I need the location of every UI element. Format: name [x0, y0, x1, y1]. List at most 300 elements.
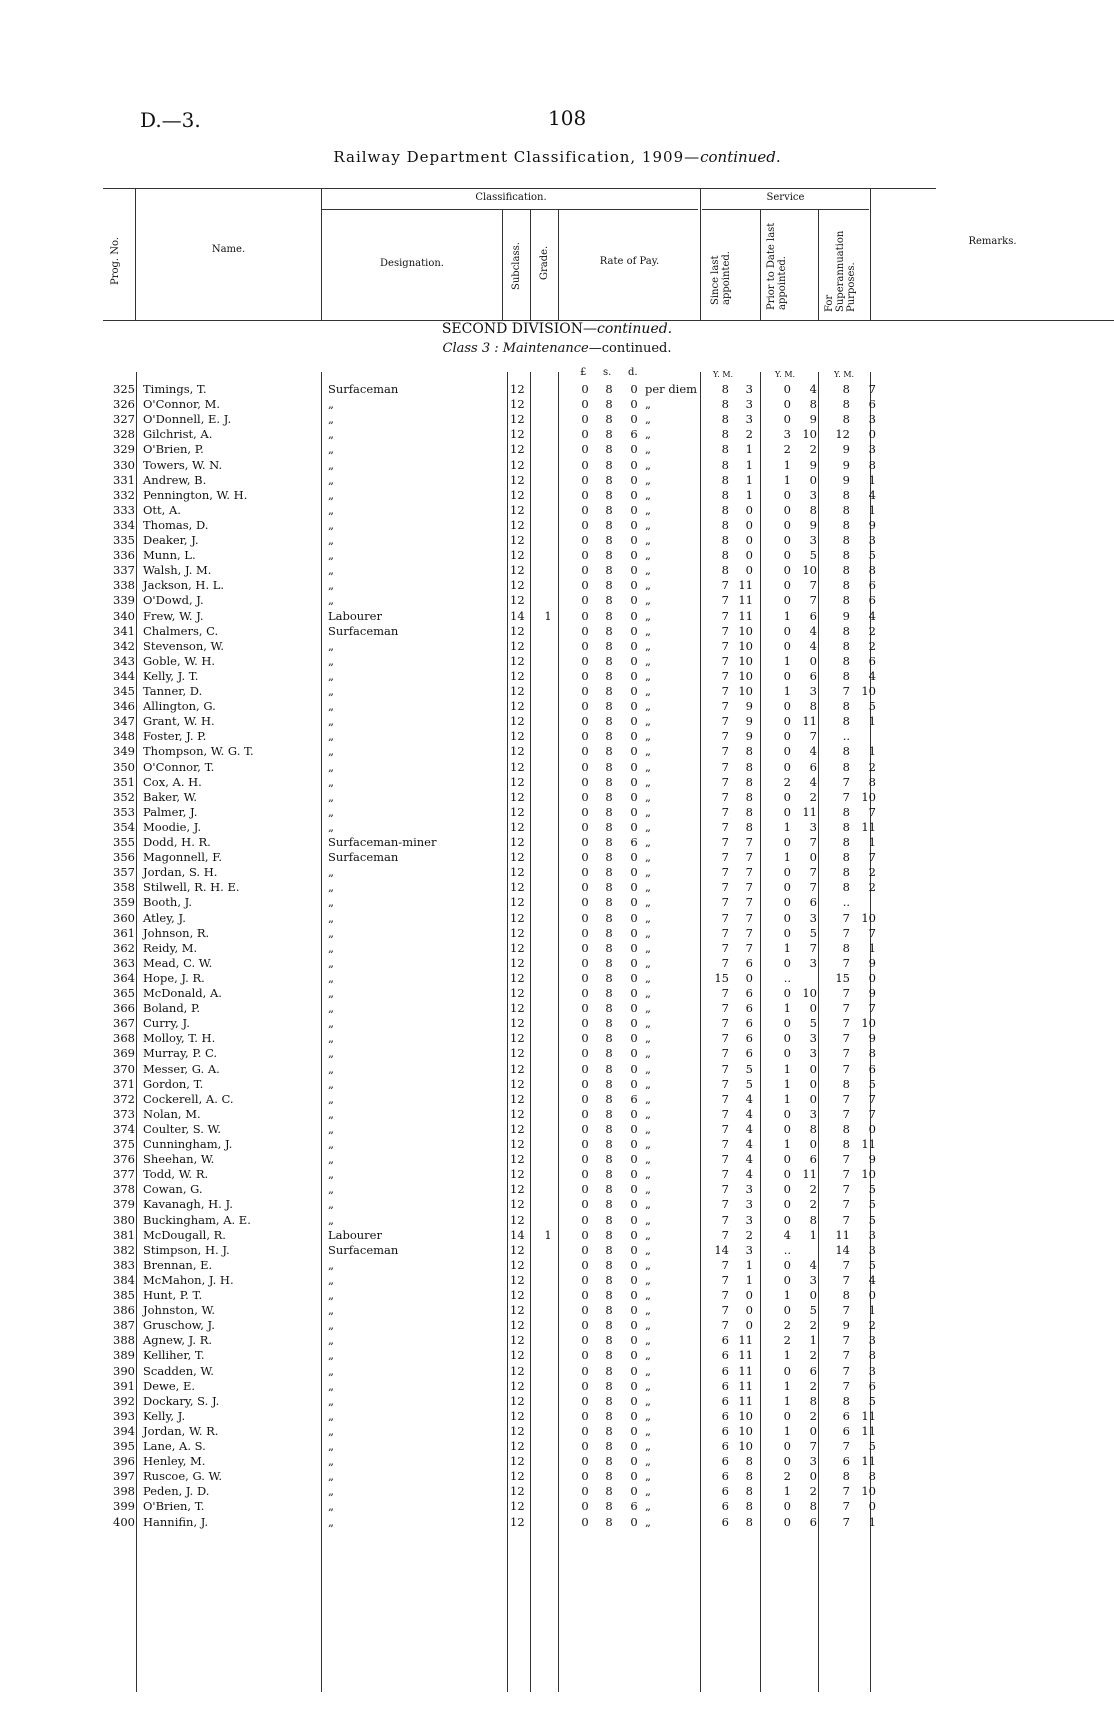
- row-pay-shillings: 8: [605, 1318, 613, 1333]
- row-since-months: 0: [745, 563, 753, 578]
- row-since-years: 6: [721, 1393, 729, 1408]
- row-pay-pounds: 0: [581, 578, 589, 593]
- class-title-continued: continued.: [601, 341, 672, 356]
- page-number: 108: [548, 106, 587, 130]
- table-row: [0, 1228, 1114, 1243]
- row-since-months: 5: [745, 1061, 753, 1076]
- table-row: [0, 548, 1114, 563]
- row-prior-years: 0: [783, 1167, 791, 1182]
- row-prior-years: 0: [783, 382, 791, 396]
- table-row: [0, 956, 1114, 971]
- row-pay-pounds: 0: [581, 1016, 589, 1031]
- row-prior-years: ..: [783, 970, 791, 985]
- row-pay-unit: „: [645, 970, 651, 985]
- row-pay-pence: 0: [630, 759, 638, 774]
- row-since-years: 6: [721, 1408, 729, 1423]
- row-designation: „: [328, 397, 334, 412]
- row-super-years: 8: [842, 880, 850, 895]
- row-prior-months: 7: [809, 940, 817, 955]
- row-super-months: 4: [868, 487, 876, 502]
- row-subclass: 12: [510, 1378, 525, 1393]
- row-prior-months: 5: [809, 1303, 817, 1318]
- row-subclass: 12: [510, 925, 525, 940]
- header-rate-of-pay: Rate of Pay.: [599, 256, 660, 267]
- row-since-years: 7: [721, 1137, 729, 1151]
- table-row: [0, 1122, 1114, 1137]
- row-prior-years: 0: [783, 865, 791, 880]
- row-prior-years: 0: [783, 397, 791, 412]
- row-super-years: 7: [842, 1484, 850, 1499]
- row-prog-no: 339: [113, 593, 135, 608]
- row-super-years: 7: [842, 789, 850, 804]
- header-top-rule: [103, 188, 936, 189]
- row-name: Thomas, D.: [143, 517, 209, 532]
- row-super-months: 6: [868, 578, 876, 593]
- table-row: [0, 1379, 1114, 1394]
- row-designation: „: [328, 457, 334, 472]
- row-super-years: 7: [842, 1061, 850, 1076]
- row-pay-pounds: 0: [581, 925, 589, 940]
- row-prior-months: 2: [809, 1408, 817, 1423]
- row-pay-pence: 0: [630, 1393, 638, 1408]
- row-since-months: 6: [745, 955, 753, 970]
- row-pay-pence: 0: [630, 442, 638, 457]
- row-pay-pence: 0: [630, 699, 638, 714]
- row-pay-unit: „: [645, 442, 651, 457]
- row-pay-pounds: 0: [581, 608, 589, 623]
- row-super-months: 2: [868, 1318, 876, 1333]
- row-subclass: 12: [510, 986, 525, 1000]
- row-prior-years: ..: [783, 1242, 791, 1257]
- row-pay-pounds: 0: [581, 835, 589, 849]
- row-subclass: 12: [510, 1318, 525, 1333]
- row-designation: „: [328, 653, 334, 668]
- row-pay-pence: 0: [630, 1121, 638, 1136]
- table-row: [0, 488, 1114, 503]
- row-prior-months: 3: [809, 533, 817, 547]
- row-name: O'Brien, T.: [143, 1499, 205, 1514]
- row-prior-years: 0: [783, 759, 791, 774]
- row-pay-shillings: 8: [605, 1106, 613, 1121]
- row-prior-months: 2: [809, 789, 817, 804]
- row-subclass: 12: [510, 1499, 525, 1514]
- row-prior-months: 2: [809, 1197, 817, 1212]
- row-prog-no: 369: [113, 1046, 135, 1061]
- row-prior-years: 0: [783, 955, 791, 970]
- row-subclass: 12: [510, 744, 525, 759]
- row-pay-pence: 0: [630, 1137, 638, 1151]
- table-row: [0, 639, 1114, 654]
- row-super-months: 3: [868, 1363, 876, 1378]
- row-prior-years: 1: [783, 1061, 791, 1076]
- row-pay-pence: 0: [630, 1469, 638, 1484]
- row-since-months: 7: [745, 910, 753, 925]
- row-designation: „: [328, 1408, 334, 1423]
- row-since-years: 7: [721, 819, 729, 834]
- row-designation: „: [328, 442, 334, 457]
- row-since-months: 7: [745, 865, 753, 880]
- row-pay-shillings: 8: [605, 563, 613, 578]
- row-designation: „: [328, 668, 334, 683]
- row-super-months: 3: [868, 1242, 876, 1257]
- row-since-months: 9: [745, 729, 753, 744]
- row-prior-years: 0: [783, 593, 791, 608]
- row-subclass: 12: [510, 668, 525, 683]
- row-since-years: 8: [721, 442, 729, 457]
- row-pay-shillings: 8: [605, 487, 613, 502]
- row-pay-shillings: 8: [605, 1167, 613, 1182]
- row-pay-shillings: 8: [605, 1061, 613, 1076]
- row-prog-no: 380: [113, 1212, 135, 1227]
- class-title: [0, 341, 1114, 356]
- row-name: McDonald, A.: [143, 986, 222, 1000]
- row-pay-unit: „: [645, 774, 651, 789]
- row-pay-pence: 0: [630, 1348, 638, 1363]
- row-pay-unit: „: [645, 1016, 651, 1031]
- row-prog-no: 330: [113, 457, 135, 472]
- row-name: Foster, J. P.: [143, 729, 207, 744]
- row-name: O'Brien, P.: [143, 442, 204, 457]
- row-since-years: 8: [721, 517, 729, 532]
- row-prior-months: 4: [809, 774, 817, 789]
- row-super-months: 1: [868, 744, 876, 759]
- row-designation: „: [328, 1288, 334, 1302]
- row-designation: „: [328, 533, 334, 547]
- row-subclass: 12: [510, 1469, 525, 1484]
- row-pay-pounds: 0: [581, 1393, 589, 1408]
- row-prior-months: 9: [809, 457, 817, 472]
- class-title-main: Class 3 : Maintenance—: [442, 341, 602, 356]
- row-prior-years: 0: [783, 1454, 791, 1469]
- row-pay-pounds: 0: [581, 1031, 589, 1046]
- row-prior-months: 2: [809, 1378, 817, 1393]
- row-pay-shillings: 8: [605, 1016, 613, 1031]
- table-row: [0, 1515, 1114, 1530]
- row-prior-years: 0: [783, 1514, 791, 1529]
- row-since-months: 8: [745, 1484, 753, 1499]
- row-pay-pounds: 0: [581, 1454, 589, 1469]
- row-prog-no: 355: [113, 835, 135, 849]
- table-row: [0, 1077, 1114, 1092]
- row-prog-no: 340: [113, 608, 135, 623]
- row-super-months: 2: [868, 759, 876, 774]
- row-pay-pence: 0: [630, 533, 638, 547]
- row-prior-years: 1: [783, 850, 791, 865]
- row-prog-no: 363: [113, 955, 135, 970]
- row-pay-unit: „: [645, 1076, 651, 1091]
- row-since-years: 7: [721, 1303, 729, 1318]
- row-since-months: 9: [745, 699, 753, 714]
- row-prog-no: 379: [113, 1197, 135, 1212]
- row-pay-pounds: 0: [581, 1257, 589, 1272]
- row-pay-pounds: 0: [581, 1106, 589, 1121]
- row-subclass: 12: [510, 1303, 525, 1318]
- row-prior-months: 7: [809, 578, 817, 593]
- row-super-years: 8: [842, 548, 850, 563]
- header-divider: [530, 209, 531, 320]
- row-prog-no: 359: [113, 895, 135, 910]
- row-pay-pence: 0: [630, 1378, 638, 1393]
- row-since-years: 14: [714, 1242, 729, 1257]
- row-since-months: 0: [745, 548, 753, 563]
- row-pay-shillings: 8: [605, 1454, 613, 1469]
- row-since-years: 7: [721, 744, 729, 759]
- row-since-months: 4: [745, 1121, 753, 1136]
- row-super-months: 11: [861, 819, 876, 834]
- row-super-months: 2: [868, 623, 876, 638]
- row-prior-months: 0: [809, 1288, 817, 1302]
- row-designation: Surfaceman: [328, 382, 399, 396]
- row-super-months: 1: [868, 502, 876, 517]
- row-prior-years: 2: [783, 1333, 791, 1348]
- row-since-months: 8: [745, 789, 753, 804]
- row-pay-pounds: 0: [581, 1167, 589, 1182]
- row-super-years: 7: [842, 1046, 850, 1061]
- row-prior-months: 7: [809, 729, 817, 744]
- row-pay-pence: 0: [630, 412, 638, 427]
- row-prog-no: 333: [113, 502, 135, 517]
- row-prog-no: 325: [113, 382, 135, 396]
- row-pay-pounds: 0: [581, 1182, 589, 1197]
- row-since-years: 6: [721, 1469, 729, 1484]
- row-pay-pounds: 0: [581, 1423, 589, 1438]
- row-prog-no: 385: [113, 1288, 135, 1302]
- row-prior-years: 0: [783, 412, 791, 427]
- unit-shillings: s.: [603, 367, 612, 378]
- row-prior-months: 4: [809, 638, 817, 653]
- row-prior-months: 8: [809, 1121, 817, 1136]
- row-prior-months: 3: [809, 819, 817, 834]
- row-super-years: 7: [842, 986, 850, 1000]
- row-prior-months: 2: [809, 442, 817, 457]
- row-prior-months: 6: [809, 1514, 817, 1529]
- table-row: [0, 533, 1114, 548]
- row-since-months: 11: [738, 1363, 753, 1378]
- row-prog-no: 343: [113, 653, 135, 668]
- row-prior-years: 0: [783, 1121, 791, 1136]
- row-designation: „: [328, 1046, 334, 1061]
- row-prior-years: 0: [783, 1182, 791, 1197]
- row-since-months: 1: [745, 457, 753, 472]
- row-pay-shillings: 8: [605, 1484, 613, 1499]
- row-prior-years: 0: [783, 699, 791, 714]
- row-pay-pence: 0: [630, 1227, 638, 1242]
- row-pay-pounds: 0: [581, 1061, 589, 1076]
- row-super-years: 9: [842, 608, 850, 623]
- row-pay-shillings: 8: [605, 940, 613, 955]
- row-super-years: 8: [842, 835, 850, 849]
- row-name: Hannifin, J.: [143, 1514, 209, 1529]
- table-row: [0, 1092, 1114, 1107]
- row-since-months: 11: [738, 1393, 753, 1408]
- row-since-years: 7: [721, 925, 729, 940]
- row-pay-shillings: 8: [605, 1363, 613, 1378]
- table-row: [0, 578, 1114, 593]
- row-subclass: 12: [510, 789, 525, 804]
- row-prior-months: 0: [809, 1001, 817, 1016]
- table-row: [0, 412, 1114, 427]
- row-super-years: 7: [842, 1182, 850, 1197]
- table-row: [0, 835, 1114, 850]
- row-prior-months: 8: [809, 397, 817, 412]
- table-row: [0, 1243, 1114, 1258]
- header-divider: [870, 188, 871, 320]
- row-prior-months: 0: [809, 472, 817, 487]
- row-super-years: 7: [842, 1333, 850, 1348]
- row-pay-pounds: 0: [581, 729, 589, 744]
- row-name: Nolan, M.: [143, 1106, 201, 1121]
- row-since-months: 10: [738, 668, 753, 683]
- row-prior-months: 6: [809, 895, 817, 910]
- row-super-months: 4: [868, 668, 876, 683]
- row-name: Gruschow, J.: [143, 1318, 215, 1333]
- row-pay-unit: „: [645, 1272, 651, 1287]
- row-pay-unit: „: [645, 1061, 651, 1076]
- row-designation: „: [328, 1348, 334, 1363]
- row-prog-no: 346: [113, 699, 135, 714]
- row-super-years: 7: [842, 1272, 850, 1287]
- row-super-years: 7: [842, 925, 850, 940]
- table-row: [0, 775, 1114, 790]
- row-super-months: 7: [868, 1091, 876, 1106]
- row-pay-pence: 0: [630, 940, 638, 955]
- row-pay-pence: 0: [630, 1272, 638, 1287]
- row-since-years: 7: [721, 729, 729, 744]
- row-pay-pence: 0: [630, 457, 638, 472]
- row-since-months: 10: [738, 638, 753, 653]
- table-row: [0, 790, 1114, 805]
- row-subclass: 12: [510, 533, 525, 547]
- row-prior-months: 9: [809, 517, 817, 532]
- table-row: [0, 820, 1114, 835]
- row-pay-pounds: 0: [581, 442, 589, 457]
- row-super-years: 8: [842, 804, 850, 819]
- row-super-years: 8: [842, 699, 850, 714]
- row-name: Kelly, J. T.: [143, 668, 199, 683]
- row-super-years: 8: [842, 1469, 850, 1484]
- row-super-months: 1: [868, 1514, 876, 1529]
- row-pay-unit: „: [645, 1454, 651, 1469]
- row-prog-no: 395: [113, 1439, 135, 1453]
- row-pay-pence: 0: [630, 1182, 638, 1197]
- row-pay-pounds: 0: [581, 819, 589, 834]
- row-since-months: 3: [745, 1182, 753, 1197]
- division-title-main: SECOND DIVISION—: [441, 321, 598, 337]
- row-pay-unit: „: [645, 1242, 651, 1257]
- row-since-years: 6: [721, 1499, 729, 1514]
- row-pay-pence: 0: [630, 970, 638, 985]
- row-prog-no: 328: [113, 427, 135, 442]
- row-name: O'Donnell, E. J.: [143, 412, 232, 427]
- row-pay-unit: „: [645, 1001, 651, 1016]
- row-prior-months: 3: [809, 1454, 817, 1469]
- row-since-years: 7: [721, 1031, 729, 1046]
- row-name: Munn, L.: [143, 548, 196, 563]
- header-divider: [760, 209, 761, 320]
- row-pay-pounds: 0: [581, 699, 589, 714]
- table-row: [0, 1303, 1114, 1318]
- row-prog-no: 399: [113, 1499, 135, 1514]
- row-super-years: 7: [842, 684, 850, 698]
- row-name: Coulter, S. W.: [143, 1121, 222, 1136]
- row-prior-years: 0: [783, 1212, 791, 1227]
- row-prog-no: 351: [113, 774, 135, 789]
- row-super-years: 7: [842, 774, 850, 789]
- row-super-months: 3: [868, 1333, 876, 1348]
- title-main: Railway Department Classification, 1909—: [333, 148, 701, 166]
- row-pay-unit: „: [645, 1197, 651, 1212]
- row-prior-months: 11: [802, 804, 817, 819]
- row-pay-shillings: 8: [605, 1378, 613, 1393]
- header-since-last: Since last appointed.: [710, 251, 732, 305]
- row-prior-months: 6: [809, 668, 817, 683]
- row-designation: „: [328, 1197, 334, 1212]
- row-since-months: 10: [738, 1408, 753, 1423]
- row-pay-pence: 0: [630, 714, 638, 729]
- row-subclass: 12: [510, 1106, 525, 1121]
- row-prior-months: 3: [809, 487, 817, 502]
- row-pay-unit: „: [645, 1106, 651, 1121]
- row-since-years: 6: [721, 1439, 729, 1453]
- row-pay-unit: „: [645, 684, 651, 698]
- row-prog-no: 326: [113, 397, 135, 412]
- row-pay-unit: „: [645, 1091, 651, 1106]
- table-row: [0, 865, 1114, 880]
- row-since-months: 0: [745, 1303, 753, 1318]
- row-subclass: 12: [510, 1484, 525, 1499]
- row-pay-shillings: 8: [605, 865, 613, 880]
- row-since-months: 4: [745, 1167, 753, 1182]
- row-since-years: 6: [721, 1454, 729, 1469]
- row-subclass: 12: [510, 1121, 525, 1136]
- row-pay-unit: „: [645, 548, 651, 563]
- row-since-months: 6: [745, 1001, 753, 1016]
- row-name: Stevenson, W.: [143, 638, 225, 653]
- row-subclass: 12: [510, 1167, 525, 1182]
- row-super-years: 7: [842, 1303, 850, 1318]
- row-prior-months: 6: [809, 1152, 817, 1167]
- row-super-months: 9: [868, 955, 876, 970]
- row-prior-months: 3: [809, 955, 817, 970]
- row-prog-no: 371: [113, 1076, 135, 1091]
- row-name: Johnston, W.: [143, 1303, 215, 1318]
- row-pay-pounds: 0: [581, 412, 589, 427]
- row-since-months: 8: [745, 774, 753, 789]
- row-designation: „: [328, 970, 334, 985]
- row-pay-pence: 0: [630, 1106, 638, 1121]
- row-since-months: 11: [738, 1378, 753, 1393]
- row-pay-pounds: 0: [581, 1197, 589, 1212]
- row-pay-pence: 0: [630, 1242, 638, 1257]
- row-since-years: 7: [721, 1121, 729, 1136]
- row-pay-pounds: 0: [581, 1272, 589, 1287]
- table-row: [0, 1197, 1114, 1212]
- row-designation: „: [328, 1378, 334, 1393]
- row-since-years: 7: [721, 804, 729, 819]
- row-pay-shillings: 8: [605, 1212, 613, 1227]
- row-prog-no: 393: [113, 1408, 135, 1423]
- row-prog-no: 353: [113, 804, 135, 819]
- table-row: [0, 563, 1114, 578]
- row-prog-no: 368: [113, 1031, 135, 1046]
- row-designation: Labourer: [328, 1227, 382, 1242]
- row-super-years: 8: [842, 865, 850, 880]
- row-pay-unit: „: [645, 638, 651, 653]
- row-name: Kelly, J.: [143, 1408, 186, 1423]
- row-since-years: 6: [721, 1348, 729, 1363]
- row-pay-pounds: 0: [581, 1152, 589, 1167]
- row-pay-unit: „: [645, 1318, 651, 1333]
